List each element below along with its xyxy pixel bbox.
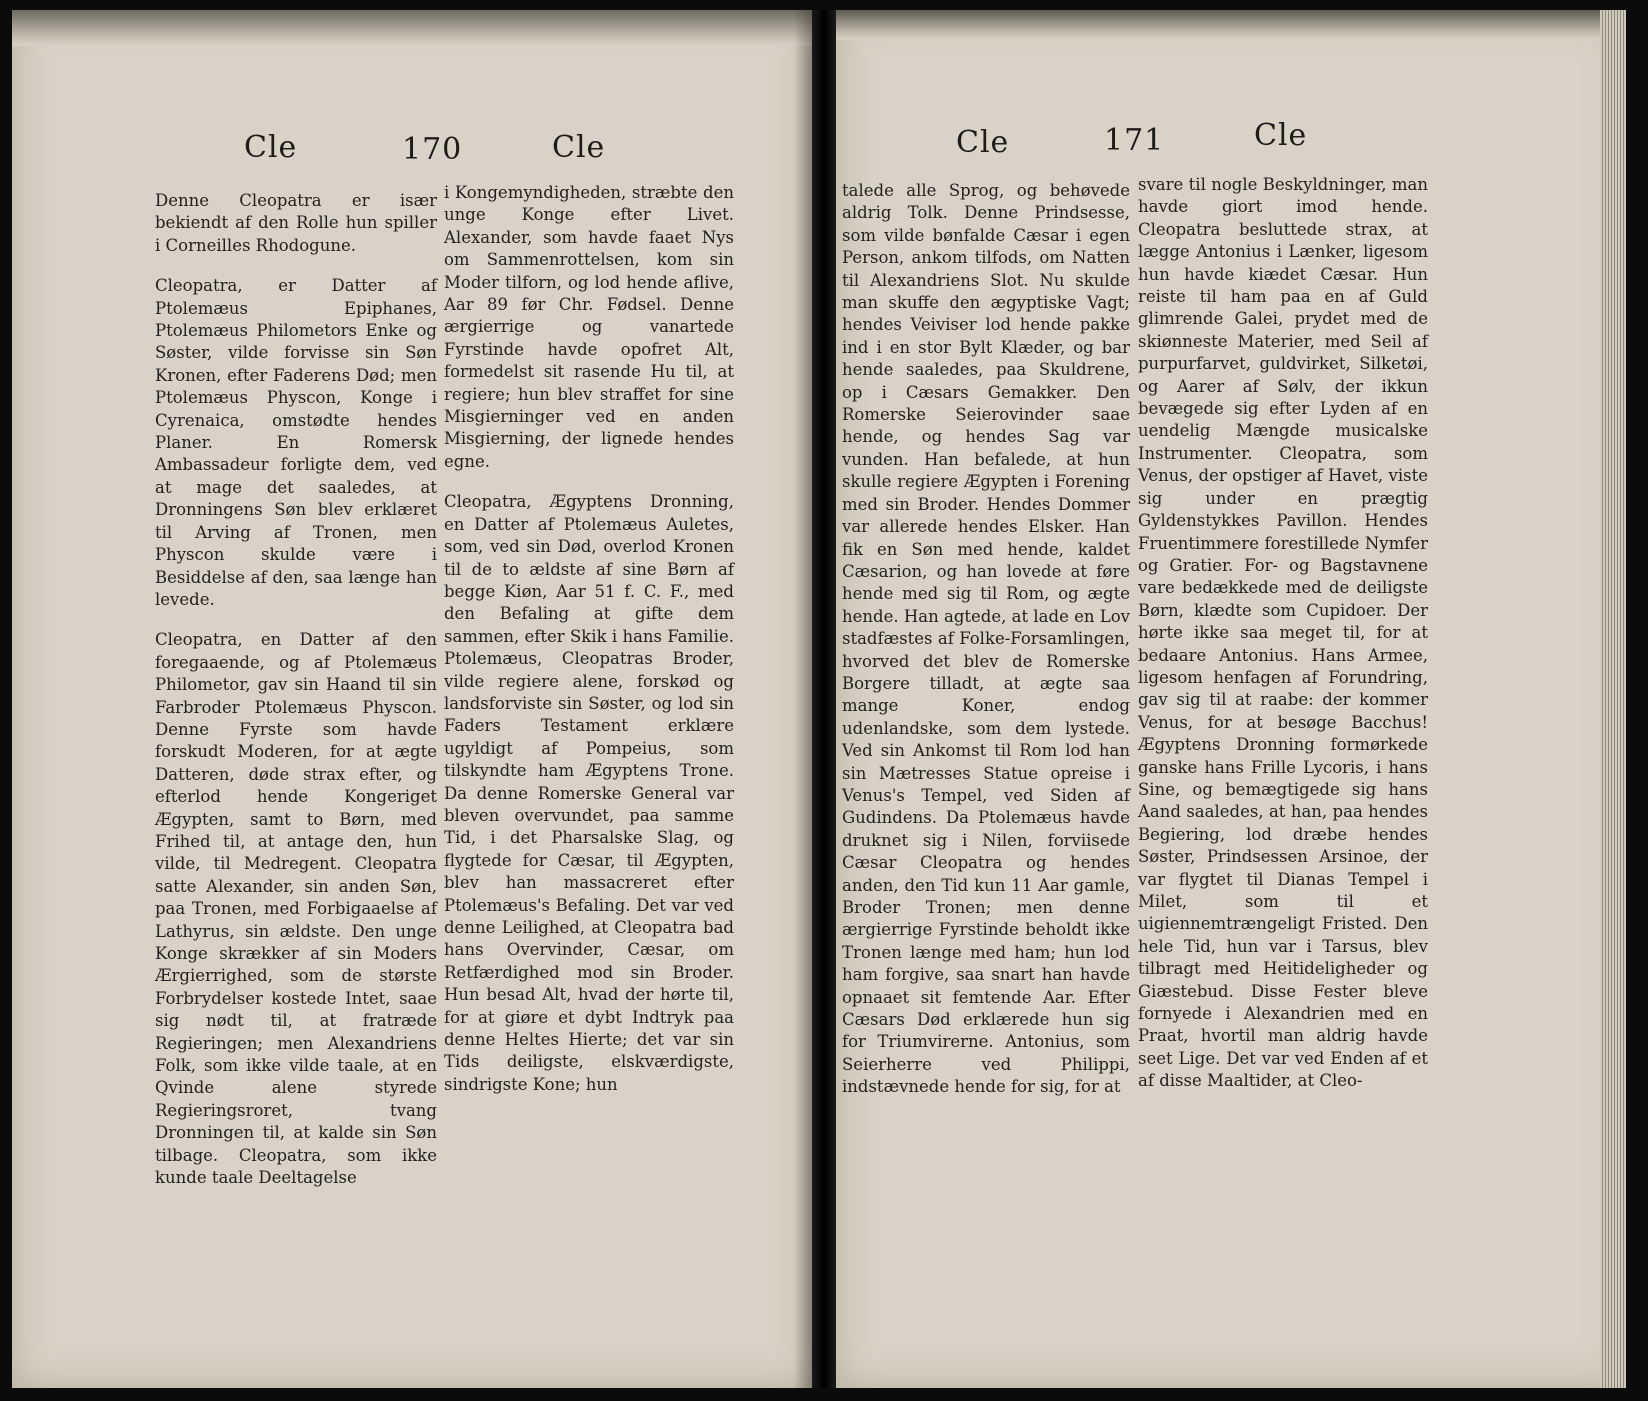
right-running-head-left: Cle — [956, 125, 1010, 160]
entry-paragraph: Cleopatra, en Datter af den foregaaende, og af Ptolemæus Philometor, gav sin Haand til sin Farbroder Ptolemæus Physcon. Denne Fyrste som havde forskudt Moderen, for at ægte Datteren, døde strax efter, og efterlod hende Kongeriget Ægypten, samt to Børn, med Frihed til, at antage den, hun vilde, til Medregent. Cleopatra satte Alexander, sin anden Søn, paa Tronen, med Forbigaaelse af Lathyrus, sin ældste. Den unge Konge skrækker af sin Moders Ærgierrighed, som de største Forbrydelser kostede Intet, saae sig nødt til, at fratræde Regieringen; men Alexandriens Folk, som ikke vilde taale, at en Qvinde alene styrede Regieringsroret, tvang Dronningen til, at kalde sin Søn tilbage. Cleopatra, som ikke kunde taale Deeltagelse — [155, 630, 437, 1188]
left-column-2 — [444, 182, 734, 1114]
left-running-head-right: Cle — [552, 130, 606, 165]
right-page — [836, 10, 1626, 1388]
left-page-number: 170 — [402, 132, 463, 167]
left-running-head-left: Cle — [244, 130, 298, 165]
right-page-number: 171 — [1104, 123, 1165, 158]
left-column-1 — [155, 190, 437, 1207]
entry-paragraph: Cleopatra, Ægyptens Dronning, en Datter af Ptolemæus Auletes, som, ved sin Død, overlod Kronen til de to ældste af sine Børn af begge Kiøn, Aar 51 f. C. F., med den Befaling at gifte dem sammen, efter Skik i hans Familie. Ptolemæus, Cleopatras Broder, vilde regiere alene, forskød og landsforviste sin Søster, og lod sin Faders Testament erklære ugyldigt af Pompeius, som tilskyndte ham Ægyptens Trone. Da denne Romerske General var bleven overvundet, paa samme Tid, i det Pharsalske Slag, og flygtede for Cæsar, til Ægypten, blev han massacreret efter Ptolemæus's Befaling. Det var ved denne Leilighed, at Cleopatra bad hans Overvinder, Cæsar, om Retfærdighed mod sin Broder. Hun besad Alt, hvad der hørte til, for at giøre et dybt Indtryk paa denne Heltes Hierte; det var sin Tids deiligste, elskværdigste, sindrigste Kone; hun — [444, 492, 734, 1094]
right-column-2 — [1138, 174, 1428, 1111]
entry-paragraph: Cleopatra, er Datter af Ptolemæus Epiphanes, Ptolemæus Philometors Enke og Søster, vilde forvisse sin Søn Kronen, efter Faderens Død; men Ptolemæus Physcon, Konge i Cyrenaica, omstødte hendes Planer. En Romersk Ambassadeur forligte dem, ved at mage det saaledes, at Dronningens Søn blev erklæret til Arving af Tronen, men Physcon skulde være i Besiddelse af den, saa længe han levede. — [155, 276, 437, 609]
entry-paragraph: i Kongemyndigheden, stræbte den unge Konge efter Livet. Alexander, som havde faaet Nys om Sammenrottelsen, kom sin Moder tilforn, og lod hende aflive, Aar 89 før Chr. Fødsel. Denne ærgierrige og vanartede Fyrstinde havde opofret Alt, formedelst sit rasende Hu til, at regiere; hun blev straffet for sine Misgierninger ved en anden Misgierning, der lignede hendes egne. — [444, 183, 734, 471]
left-page — [12, 10, 812, 1388]
entry-paragraph: svare til nogle Beskyldninger, man havde giort imod hende. Cleopatra besluttede strax, at lægge Antonius i Lænker, ligesom hun havde kiædet Cæsar. Hun reiste til ham paa en af Guld glimrende Galei, prydet med de skiønneste Materier, med Seil af purpurfarvet, guldvirket, Silketøi, og Aarer af Sølv, der ikkun bevægede sig efter Lyden af en uendelig Mængde musicalske Instrumenter. Cleopatra, som Venus, der opstiger af Havet, viste sig under en prægtig Gyldenstykkes Pavillon. Hendes Fruentimmere forestillede Nymfer og Gratier. For- og Bagstavnene vare bedækkede med de deiligste Børn, klædte som Cupidoer. Der hørte ikke saa meget til, for at bedaare Antonius. Hans Armee, ligesom henfagen af Forundring, gav sig til at raabe: der kommer Venus, for at besøge Bacchus! Ægyptens Dronning formørkede ganske hans Frille Lycoris, i hans Sine, og bemægtigede sig hans Aand saaledes, at han, paa hendes Begiering, lod dræbe hendes Søster, Prindsessen Arsinoe, der var flygtet til Dianas Tempel i Milet, som til et uigiennemtrængeligt Fristed. Den hele Tid, hun var i Tarsus, blev tilbragt med Heitideligheder og Giæstebud. Disse Fester bleve fornyede i Alexandrien med en Praat, hvortil man aldrig havde seet Lige. Det var ved Enden af et af disse Maaltider, at Cleo- — [1138, 175, 1428, 1091]
right-column-1 — [842, 180, 1130, 1117]
book-gutter — [812, 10, 836, 1388]
entry-paragraph: Denne Cleopatra er især bekiendt af den Rolle hun spiller i Corneilles Rhodogune. — [155, 191, 437, 255]
right-running-head-right: Cle — [1254, 118, 1308, 153]
entry-paragraph: talede alle Sprog, og behøvede aldrig Tolk. Denne Prindsesse, som vilde bønfalde Cæsar i egen Person, ankom tilfods, om Natten til Alexandriens Slot. Nu skulde man skuffe den ægyptiske Vagt; hendes Veiviser lod hende pakke ind i en stor Bylt Klæder, og bar hende saaledes, paa Skuldrene, op i Cæsars Gemakker. Den Romerske Seierovinder saae hende, og hendes Sag var vunden. Han befalede, at hun skulle regiere Ægypten i Forening med sin Broder. Hendes Dommer var allerede hendes Elsker. Han fik en Søn med hende, kaldet Cæsarion, og han lovede at føre hende med sig til Rom, og ægte hende. Han agtede, at lade en Lov stadfæstes af Folke-Forsamlingen, hvorved det blev de Romerske Borgere tilladt, at ægte saa mange Koner, endog udenlandske, som dem lystede. Ved sin Ankomst til Rom lod han sin Mætresses Statue opreise i Venus's Tempel, ved Siden af Gudindens. Da Ptolemæus havde druknet sig i Nilen, forviisede Cæsar Cleopatra og hendes anden, den Tid kun 11 Aar gamle, Broder Tronen; men denne ærgierrige Fyrstinde beholdt ikke Tronen længe med ham; hun lod ham forgive, saa snart han havde opnaaet sit femtende Aar. Efter Cæsars Død erklærede hun sig for Triumvirerne. Antonius, som Seierherre ved Philippi, indstævnede hende for sig, for at — [842, 181, 1130, 1097]
